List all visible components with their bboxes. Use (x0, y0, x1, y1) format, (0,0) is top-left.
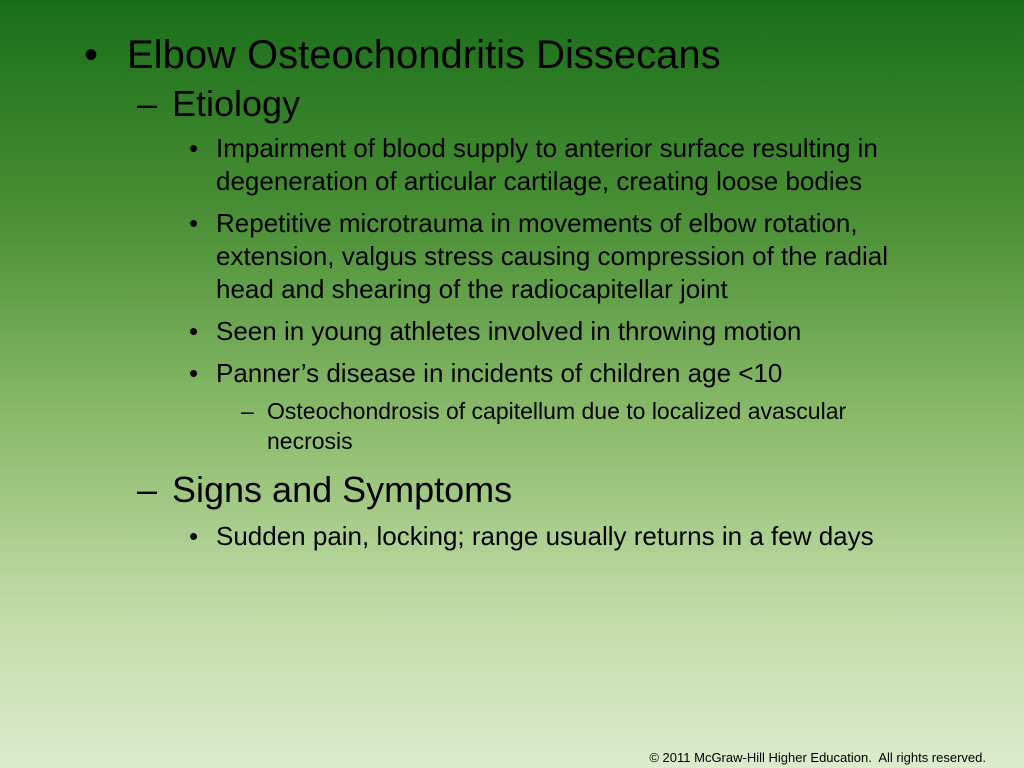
dash-marker: – (241, 398, 254, 424)
bullet-item (0, 315, 1024, 348)
bullet-text: Sudden pain, locking; range usually returns in a few days (216, 521, 874, 551)
dash-marker: – (137, 83, 158, 124)
bullet-marker: • (189, 521, 199, 551)
bullet-text: Impairment of blood supply to anterior surface resulting in degeneration of articular cartilage, creating loose bodies (216, 133, 878, 196)
section-heading-signs (0, 470, 1024, 510)
bullet-item (0, 207, 1024, 306)
slide-title: Elbow Osteochondritis Dissecans (127, 33, 721, 77)
bullet-marker: • (189, 358, 199, 388)
bullet-item (0, 520, 1024, 553)
section-heading-etiology (0, 84, 1024, 124)
bullet-item (0, 357, 1024, 390)
section-heading-text: Etiology (172, 83, 301, 124)
bullet-text: Panner’s disease in incidents of children age <10 (216, 358, 783, 388)
dash-marker: – (137, 469, 158, 510)
bullet-marker: • (189, 133, 199, 163)
copyright-footer: © 2011 McGraw-Hill Higher Education. All rights reserved. (649, 750, 986, 765)
slide-content (0, 28, 1024, 562)
sub-bullet-text: Osteochondrosis of capitellum due to localized avascular necrosis (267, 398, 847, 454)
bullet-text: Seen in young athletes involved in throwing motion (216, 316, 802, 346)
section-heading-text: Signs and Symptoms (172, 469, 513, 510)
main-bullet (0, 28, 1024, 82)
bullet-item (0, 132, 1024, 198)
bullet-text: Repetitive microtrauma in movements of elbow rotation, extension, valgus stress causing compression of the radial head and shearing of the radiocapitellar joint (216, 208, 889, 304)
bullet-marker: • (189, 316, 199, 346)
bullet-marker: • (84, 33, 99, 77)
sub-bullet-item (0, 396, 1024, 456)
bullet-marker: • (189, 208, 199, 238)
